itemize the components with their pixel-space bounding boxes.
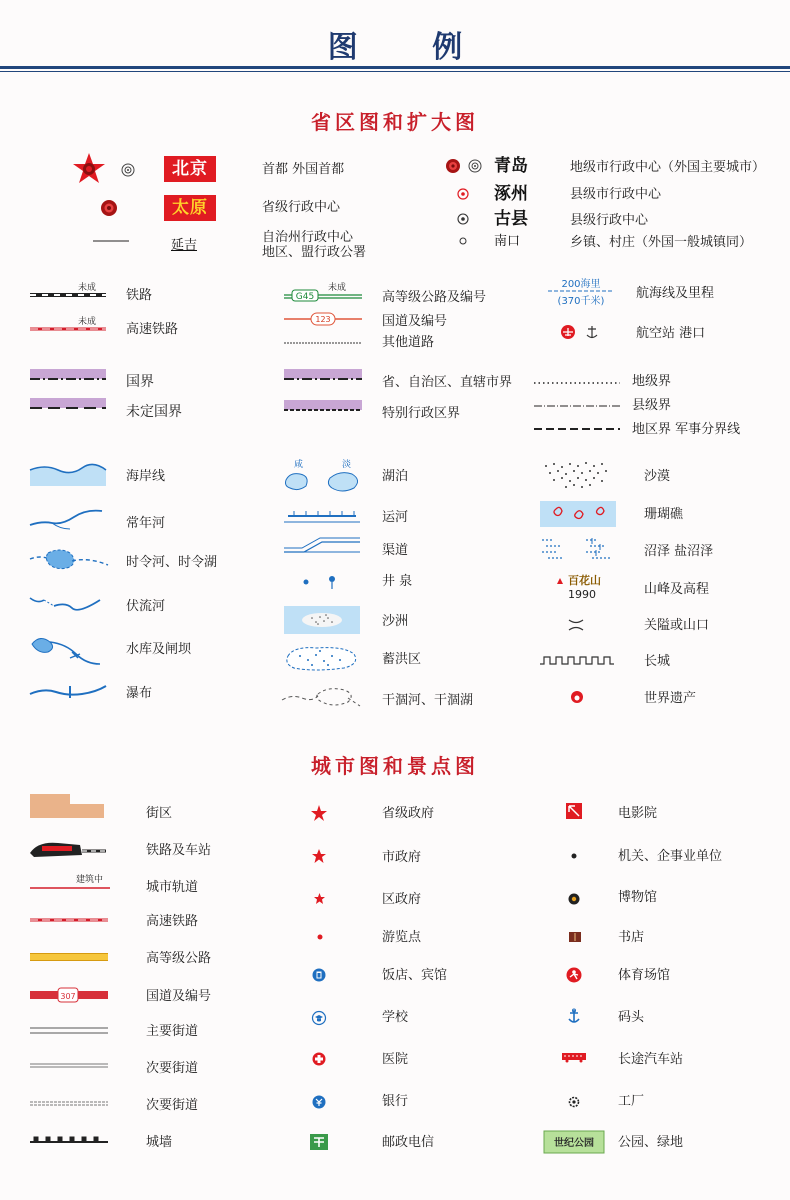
city-label-hotel: 饭店、宾馆 bbox=[382, 968, 448, 983]
railway-label: 铁路 bbox=[126, 288, 153, 303]
section-title-city: 城市图和景点图 bbox=[311, 754, 479, 778]
city-label-bus-station: 长途汽车站 bbox=[618, 1052, 684, 1067]
desert-symbol bbox=[540, 460, 616, 490]
lake-symbol bbox=[284, 458, 364, 494]
railway-unfinished-note: 未成 bbox=[78, 283, 97, 293]
highspeed-unfinished-note: 未成 bbox=[78, 317, 97, 327]
scenic-spot-icon bbox=[317, 934, 323, 940]
prefecture-border-symbol bbox=[534, 381, 620, 385]
city-highspeed-symbol bbox=[30, 917, 108, 923]
bookstore-icon bbox=[569, 932, 581, 942]
expressway-unfinished-note: 未成 bbox=[328, 283, 347, 293]
reef-symbol bbox=[540, 501, 616, 527]
expressway-code: G45 bbox=[295, 292, 315, 302]
underground-river-label: 伏流河 bbox=[126, 599, 166, 614]
sea-route-top: 200海里 bbox=[561, 279, 601, 290]
city-label-highspeed: 高速铁路 bbox=[146, 914, 199, 929]
national-border-symbol bbox=[30, 369, 106, 385]
national-border-label: 国界 bbox=[126, 374, 154, 390]
prefecture-icon bbox=[445, 157, 485, 175]
world-heritage-icon bbox=[570, 690, 584, 704]
block-symbol bbox=[30, 794, 104, 818]
sar-border-symbol bbox=[284, 400, 362, 416]
province-name-sample: 太原 bbox=[164, 195, 216, 221]
city-label-hospital: 医院 bbox=[382, 1052, 409, 1067]
autonomous-label-2: 地区、盟行政公署 bbox=[262, 245, 367, 260]
lake-label: 湖泊 bbox=[382, 469, 409, 484]
dry-river-label: 干涸河、干涸湖 bbox=[382, 693, 474, 708]
factory-icon bbox=[568, 1096, 580, 1108]
city-label-main-street: 主要街道 bbox=[146, 1024, 199, 1039]
page-title: 图 例 bbox=[327, 30, 495, 65]
airport-port-label: 航空站 港口 bbox=[636, 326, 706, 341]
city-label-factory: 工厂 bbox=[618, 1094, 645, 1109]
town-name-sample: 南口 bbox=[494, 234, 521, 249]
lake-salt-note: 淡 bbox=[342, 460, 352, 470]
stadium-icon bbox=[566, 967, 582, 983]
city-label-park: 公园、绿地 bbox=[618, 1135, 684, 1150]
county-icon bbox=[457, 213, 469, 225]
reservoir-symbol bbox=[30, 632, 106, 666]
section-title-province: 省区图和扩大图 bbox=[311, 110, 479, 134]
city-label-scenic-spot: 游览点 bbox=[382, 930, 422, 945]
waterfall-label: 瀑布 bbox=[126, 686, 153, 701]
capital-label: 首都 外国首都 bbox=[262, 162, 345, 177]
national-road-label: 国道及编号 bbox=[382, 314, 448, 329]
reservoir-label: 水库及闸坝 bbox=[126, 642, 192, 657]
sea-route-bottom: (370千米) bbox=[557, 296, 605, 307]
county-border-symbol bbox=[534, 404, 620, 408]
provincial-border-label: 省、自治区、直辖市界 bbox=[382, 375, 513, 390]
sandbank-symbol bbox=[284, 606, 360, 634]
peak-height: 1990 bbox=[568, 588, 596, 601]
other-road-label: 其他道路 bbox=[382, 335, 435, 350]
city-label-block: 街区 bbox=[146, 806, 173, 821]
great-wall-symbol bbox=[540, 654, 614, 666]
highspeed-symbol bbox=[30, 317, 106, 333]
city-label-expressway: 高等级公路 bbox=[146, 951, 212, 966]
channel-label: 渠道 bbox=[382, 543, 409, 558]
cinema-icon bbox=[566, 803, 582, 819]
title-rule-thin bbox=[0, 71, 790, 72]
peak-name: 百花山 bbox=[568, 574, 601, 587]
county-city-icon bbox=[457, 188, 469, 200]
city-label-railway-station: 铁路及车站 bbox=[146, 843, 212, 858]
dry-river-symbol bbox=[282, 684, 362, 708]
railway-station-icon bbox=[28, 837, 106, 861]
highspeed-label: 高速铁路 bbox=[126, 322, 179, 337]
hospital-icon bbox=[312, 1052, 326, 1066]
city-label-district-government: 区政府 bbox=[382, 892, 422, 907]
bank-icon bbox=[312, 1095, 326, 1109]
sandbank-label: 沙洲 bbox=[382, 614, 409, 629]
city-label-school: 学校 bbox=[382, 1010, 409, 1025]
city-label-metro: 城市轨道 bbox=[146, 880, 199, 895]
undetermined-border-label: 未定国界 bbox=[126, 404, 182, 420]
city-label-museum: 博物馆 bbox=[618, 890, 658, 905]
national-road-code: 123 bbox=[315, 315, 331, 324]
county-label: 县级行政中心 bbox=[570, 213, 649, 228]
district-government-icon bbox=[314, 893, 325, 904]
autonomous-label-1: 自治州行政中心 bbox=[262, 230, 354, 245]
park-symbol bbox=[544, 1131, 604, 1153]
province-center-icon bbox=[100, 199, 118, 217]
pier-icon bbox=[566, 1008, 582, 1024]
city-label-minor-street-2: 次要街道 bbox=[146, 1098, 199, 1113]
capital-name-sample: 北京 bbox=[164, 156, 216, 182]
seasonal-label: 时令河、时令湖 bbox=[126, 555, 218, 570]
other-road-symbol bbox=[284, 341, 362, 345]
river-symbol bbox=[30, 509, 106, 531]
city-government-icon bbox=[312, 849, 326, 863]
expressway-symbol bbox=[284, 283, 362, 301]
autonomous-dash-icon bbox=[93, 240, 129, 242]
city-label-institution: 机关、企事业单位 bbox=[618, 849, 723, 864]
school-icon bbox=[312, 1011, 326, 1025]
county-city-label: 县级市行政中心 bbox=[570, 187, 662, 202]
peak-symbol bbox=[554, 573, 614, 603]
city-label-minor-street: 次要街道 bbox=[146, 1061, 199, 1076]
park-sign-text: 世纪公园 bbox=[554, 1138, 594, 1149]
provincial-border-symbol bbox=[284, 369, 362, 385]
city-road-code: 307 bbox=[60, 992, 76, 1001]
city-label-bank: 银行 bbox=[382, 1094, 409, 1109]
district-border-symbol bbox=[534, 427, 620, 431]
prefecture-border-label: 地级界 bbox=[632, 374, 672, 389]
metro-note: 建筑中 bbox=[76, 875, 104, 885]
prefecture-label: 地级市行政中心（外国主要城市） bbox=[570, 160, 766, 175]
coastline-symbol bbox=[30, 462, 106, 488]
well-spring-label: 井 泉 bbox=[382, 574, 413, 589]
lake-fresh-note: 咸 bbox=[294, 460, 304, 470]
city-national-road-symbol bbox=[30, 987, 108, 1003]
well-spring-symbol bbox=[300, 574, 350, 590]
city-expressway-symbol bbox=[30, 953, 108, 961]
desert-label: 沙漠 bbox=[644, 469, 671, 484]
main-street-symbol bbox=[30, 1027, 108, 1034]
sea-route-label: 航海线及里程 bbox=[636, 286, 715, 301]
peak-label: 山峰及高程 bbox=[644, 582, 710, 597]
pass-label: 关隘或山口 bbox=[644, 618, 710, 633]
canal-symbol bbox=[284, 507, 360, 525]
town-label: 乡镇、村庄（外国一般城镇同） bbox=[570, 235, 753, 250]
airport-port-icon bbox=[560, 324, 604, 340]
city-label-pier: 码头 bbox=[618, 1010, 645, 1025]
province-label: 省级行政中心 bbox=[262, 200, 341, 215]
city-label-provincial-government: 省级政府 bbox=[382, 806, 435, 821]
title-rule bbox=[0, 66, 790, 69]
city-label-post-telecom: 邮政电信 bbox=[382, 1135, 435, 1150]
city-label-cinema: 电影院 bbox=[618, 806, 658, 821]
coastline-label: 海岸线 bbox=[126, 469, 166, 484]
museum-icon bbox=[568, 893, 580, 905]
waterfall-symbol bbox=[30, 680, 106, 702]
reef-label: 珊瑚礁 bbox=[644, 507, 684, 522]
expressway-label: 高等级公路及编号 bbox=[382, 290, 487, 305]
railway-symbol bbox=[30, 283, 106, 299]
foreign-capital-icon bbox=[121, 163, 135, 177]
river-label: 常年河 bbox=[126, 516, 166, 531]
underground-river-symbol bbox=[30, 592, 106, 618]
city-label-city-government: 市政府 bbox=[382, 850, 422, 865]
city-label-bookstore: 书店 bbox=[618, 930, 645, 945]
sar-border-label: 特别行政区界 bbox=[382, 406, 461, 421]
city-label-stadium: 体育场馆 bbox=[618, 968, 671, 983]
flood-area-symbol bbox=[284, 644, 360, 672]
national-road-symbol bbox=[284, 311, 362, 327]
undetermined-border-symbol bbox=[30, 398, 106, 414]
prefecture-name-sample: 青岛 bbox=[494, 156, 528, 176]
county-name-sample: 古县 bbox=[494, 209, 528, 229]
marsh-label: 沼泽 盐沼泽 bbox=[644, 544, 714, 559]
minor-street-2-symbol bbox=[30, 1101, 108, 1106]
great-wall-label: 长城 bbox=[644, 654, 671, 669]
capital-star-icon bbox=[72, 152, 106, 186]
minor-street-symbol bbox=[30, 1063, 108, 1068]
provincial-government-icon bbox=[311, 805, 327, 821]
world-heritage-label: 世界遗产 bbox=[644, 691, 697, 706]
pass-icon bbox=[568, 619, 584, 631]
hotel-icon bbox=[312, 968, 326, 982]
bus-station-icon bbox=[562, 1053, 586, 1063]
city-label-national-road: 国道及编号 bbox=[146, 989, 212, 1004]
autonomous-name-sample: 延吉 bbox=[171, 238, 198, 253]
district-border-label: 地区界 军事分界线 bbox=[632, 422, 741, 437]
sea-route-symbol bbox=[548, 277, 614, 309]
city-wall-symbol bbox=[30, 1136, 108, 1144]
canal-label: 运河 bbox=[382, 510, 409, 525]
county-border-label: 县级界 bbox=[632, 398, 672, 413]
institution-icon bbox=[571, 853, 577, 859]
metro-symbol bbox=[30, 874, 110, 894]
flood-area-label: 蓄洪区 bbox=[382, 652, 422, 667]
city-label-city-wall: 城墙 bbox=[146, 1135, 173, 1150]
seasonal-symbol bbox=[30, 545, 110, 575]
post-telecom-icon bbox=[310, 1134, 328, 1150]
channel-symbol bbox=[284, 538, 360, 554]
county-city-name-sample: 涿州 bbox=[494, 184, 528, 204]
town-icon bbox=[459, 237, 467, 245]
marsh-symbol bbox=[540, 536, 616, 562]
